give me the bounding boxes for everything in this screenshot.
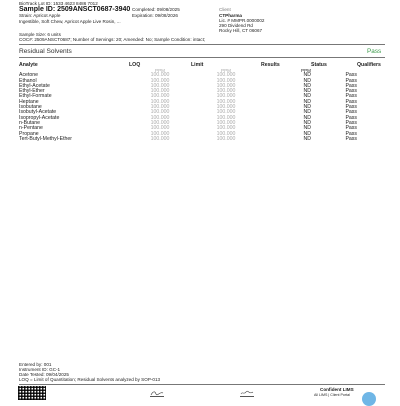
analyte-cell: Ethyl-Formate [19, 93, 52, 100]
analyte-cell: Heptane [19, 98, 39, 105]
sample-id: Sample ID: 2509ANSCT0687-3940 [19, 6, 131, 13]
loq-cell: 100.000 [150, 114, 170, 121]
limit-cell: 100.000 [216, 119, 236, 126]
qualifier-cell [357, 137, 385, 142]
lims-logo-icon [362, 392, 376, 406]
analyte-cell: n-Butane [19, 119, 41, 126]
lot-id: BioTrack Lot ID: 1533 4623 8486 7012 [19, 1, 98, 6]
client-address-2: Rocky Hill, CT 06067 [219, 28, 263, 33]
loq-note: LOQ = Limit of Quantitation; Residual Solvents analyzed by SOP-013 [19, 377, 161, 382]
signature-2 [240, 390, 254, 397]
status-cell: Pass [345, 125, 357, 132]
loq-cell: 100.000 [150, 82, 170, 89]
result-cell: ND [303, 130, 311, 137]
client-name: CTPharma [219, 13, 242, 18]
status-cell: Pass [345, 82, 357, 89]
analyte-cell: Isobutane [19, 104, 42, 111]
strain: Strain: Apricot Apple [19, 13, 61, 18]
status-cell: Pass [345, 88, 357, 95]
loq-cell: 100.000 [150, 72, 170, 79]
result-cell: ND [303, 93, 311, 100]
loq-cell: 100.000 [150, 77, 170, 84]
result-cell: ND [303, 104, 311, 111]
instrument-id: Instrument ID: GC-1 [19, 367, 61, 372]
limit-cell: 100.000 [216, 93, 236, 100]
result-cell: ND [303, 88, 311, 95]
result-cell: ND [303, 109, 311, 116]
completed-date: Completed: 09/08/2025 [132, 7, 180, 12]
expiration-date: Expiration: 09/08/2026 [132, 13, 178, 18]
loq-cell: 100.000 [150, 93, 170, 100]
col-analyte: Analyte [19, 61, 38, 68]
header-divider [19, 44, 385, 45]
result-cell: ND [303, 125, 311, 132]
limit-cell: 100.000 [216, 135, 236, 142]
section-divider [19, 57, 385, 58]
loq-cell: 100.000 [150, 88, 170, 95]
status-cell: Pass [345, 109, 357, 116]
status-cell: Pass [345, 98, 357, 105]
limit-cell: 100.000 [216, 125, 236, 132]
lims-subtitle: All LIMS | Client Portal [314, 393, 350, 397]
signature-1 [150, 390, 164, 397]
result-cell: ND [303, 135, 311, 142]
analyte-cell: Isobutyl-Acetate [19, 109, 57, 116]
limit-cell: 100.000 [216, 104, 236, 111]
client-license: Lic. # MMPR.0000002 [219, 18, 265, 23]
col-qualifiers: Qualifiers [357, 61, 381, 68]
status-cell: Pass [345, 72, 357, 79]
client-address-1: 290 Dividend Rd [219, 23, 253, 28]
col-status: Status [311, 61, 327, 68]
limit-cell: 100.000 [216, 130, 236, 137]
analyte-cell: Isopropyl-Acetate [19, 114, 60, 121]
limit-cell: 100.000 [216, 114, 236, 121]
analyte-cell: Tert-Butyl-Methyl-Ether [19, 135, 73, 142]
status-cell: Pass [345, 114, 357, 121]
analyte-cell: n-Pentane [19, 125, 43, 132]
coc-info: COC#: 2509ANSCT0687; Number of Servings: 20; Amended: No; Sample Condition: intact; [19, 37, 206, 42]
product-description: Ingestible, Soft Chew, Apricot Apple Live Rosin, ... [19, 19, 121, 24]
sample-size: Sample Size: 6 units [19, 32, 61, 37]
loq-cell: 100.000 [150, 130, 170, 137]
table-row [19, 137, 385, 142]
table-header-row [19, 61, 385, 68]
col-limit: Limit [191, 61, 204, 68]
loq-cell: 100.000 [150, 125, 170, 132]
loq-cell: 100.000 [150, 135, 170, 142]
result-cell: ND [303, 77, 311, 84]
status-cell: Pass [345, 130, 357, 137]
footer-divider [19, 384, 385, 385]
result-cell: ND [303, 114, 311, 121]
limit-cell: 100.000 [216, 82, 236, 89]
limit-cell: 100.000 [216, 72, 236, 79]
status-cell: Pass [345, 119, 357, 126]
result-cell: ND [303, 119, 311, 126]
analyte-cell: Acetone [19, 72, 39, 79]
unit-loq: PPM [155, 68, 165, 73]
analyte-cell: Propane [19, 130, 39, 137]
analyte-cell: Ethanol [19, 77, 37, 84]
result-cell: ND [303, 82, 311, 89]
result-cell: ND [303, 72, 311, 79]
col-loq: LOQ [129, 61, 141, 68]
analyte-cell: Ethyl-Acetate [19, 82, 50, 89]
entered-by: Entered by: 001 [19, 362, 52, 367]
loq-cell: 100.000 [150, 109, 170, 116]
loq-cell: 100.000 [150, 98, 170, 105]
result-cell: ND [303, 98, 311, 105]
status-cell: Pass [345, 77, 357, 84]
status-cell: Pass [345, 104, 357, 111]
section-status: Pass [367, 48, 382, 55]
date-tested: Date Tested: 09/04/2025 [19, 372, 69, 377]
unit-results: PPM [301, 68, 311, 73]
limit-cell: 100.000 [216, 88, 236, 95]
limit-cell: 100.000 [216, 109, 236, 116]
unit-limit: PPM [221, 68, 231, 73]
client-label: Client [219, 7, 231, 12]
qr-code-icon [18, 386, 46, 400]
lims-name: Confident LIMS [320, 387, 354, 392]
limit-cell: 100.000 [216, 77, 236, 84]
status-cell: Pass [345, 135, 357, 142]
section-title: Residual Solvents [19, 48, 72, 55]
loq-cell: 100.000 [150, 119, 170, 126]
loq-cell: 100.000 [150, 104, 170, 111]
col-results: Results [261, 61, 280, 68]
limit-cell: 100.000 [216, 98, 236, 105]
analyte-cell: Ethyl-Ether [19, 88, 45, 95]
status-cell: Pass [345, 93, 357, 100]
residual-solvents-table [19, 61, 385, 142]
